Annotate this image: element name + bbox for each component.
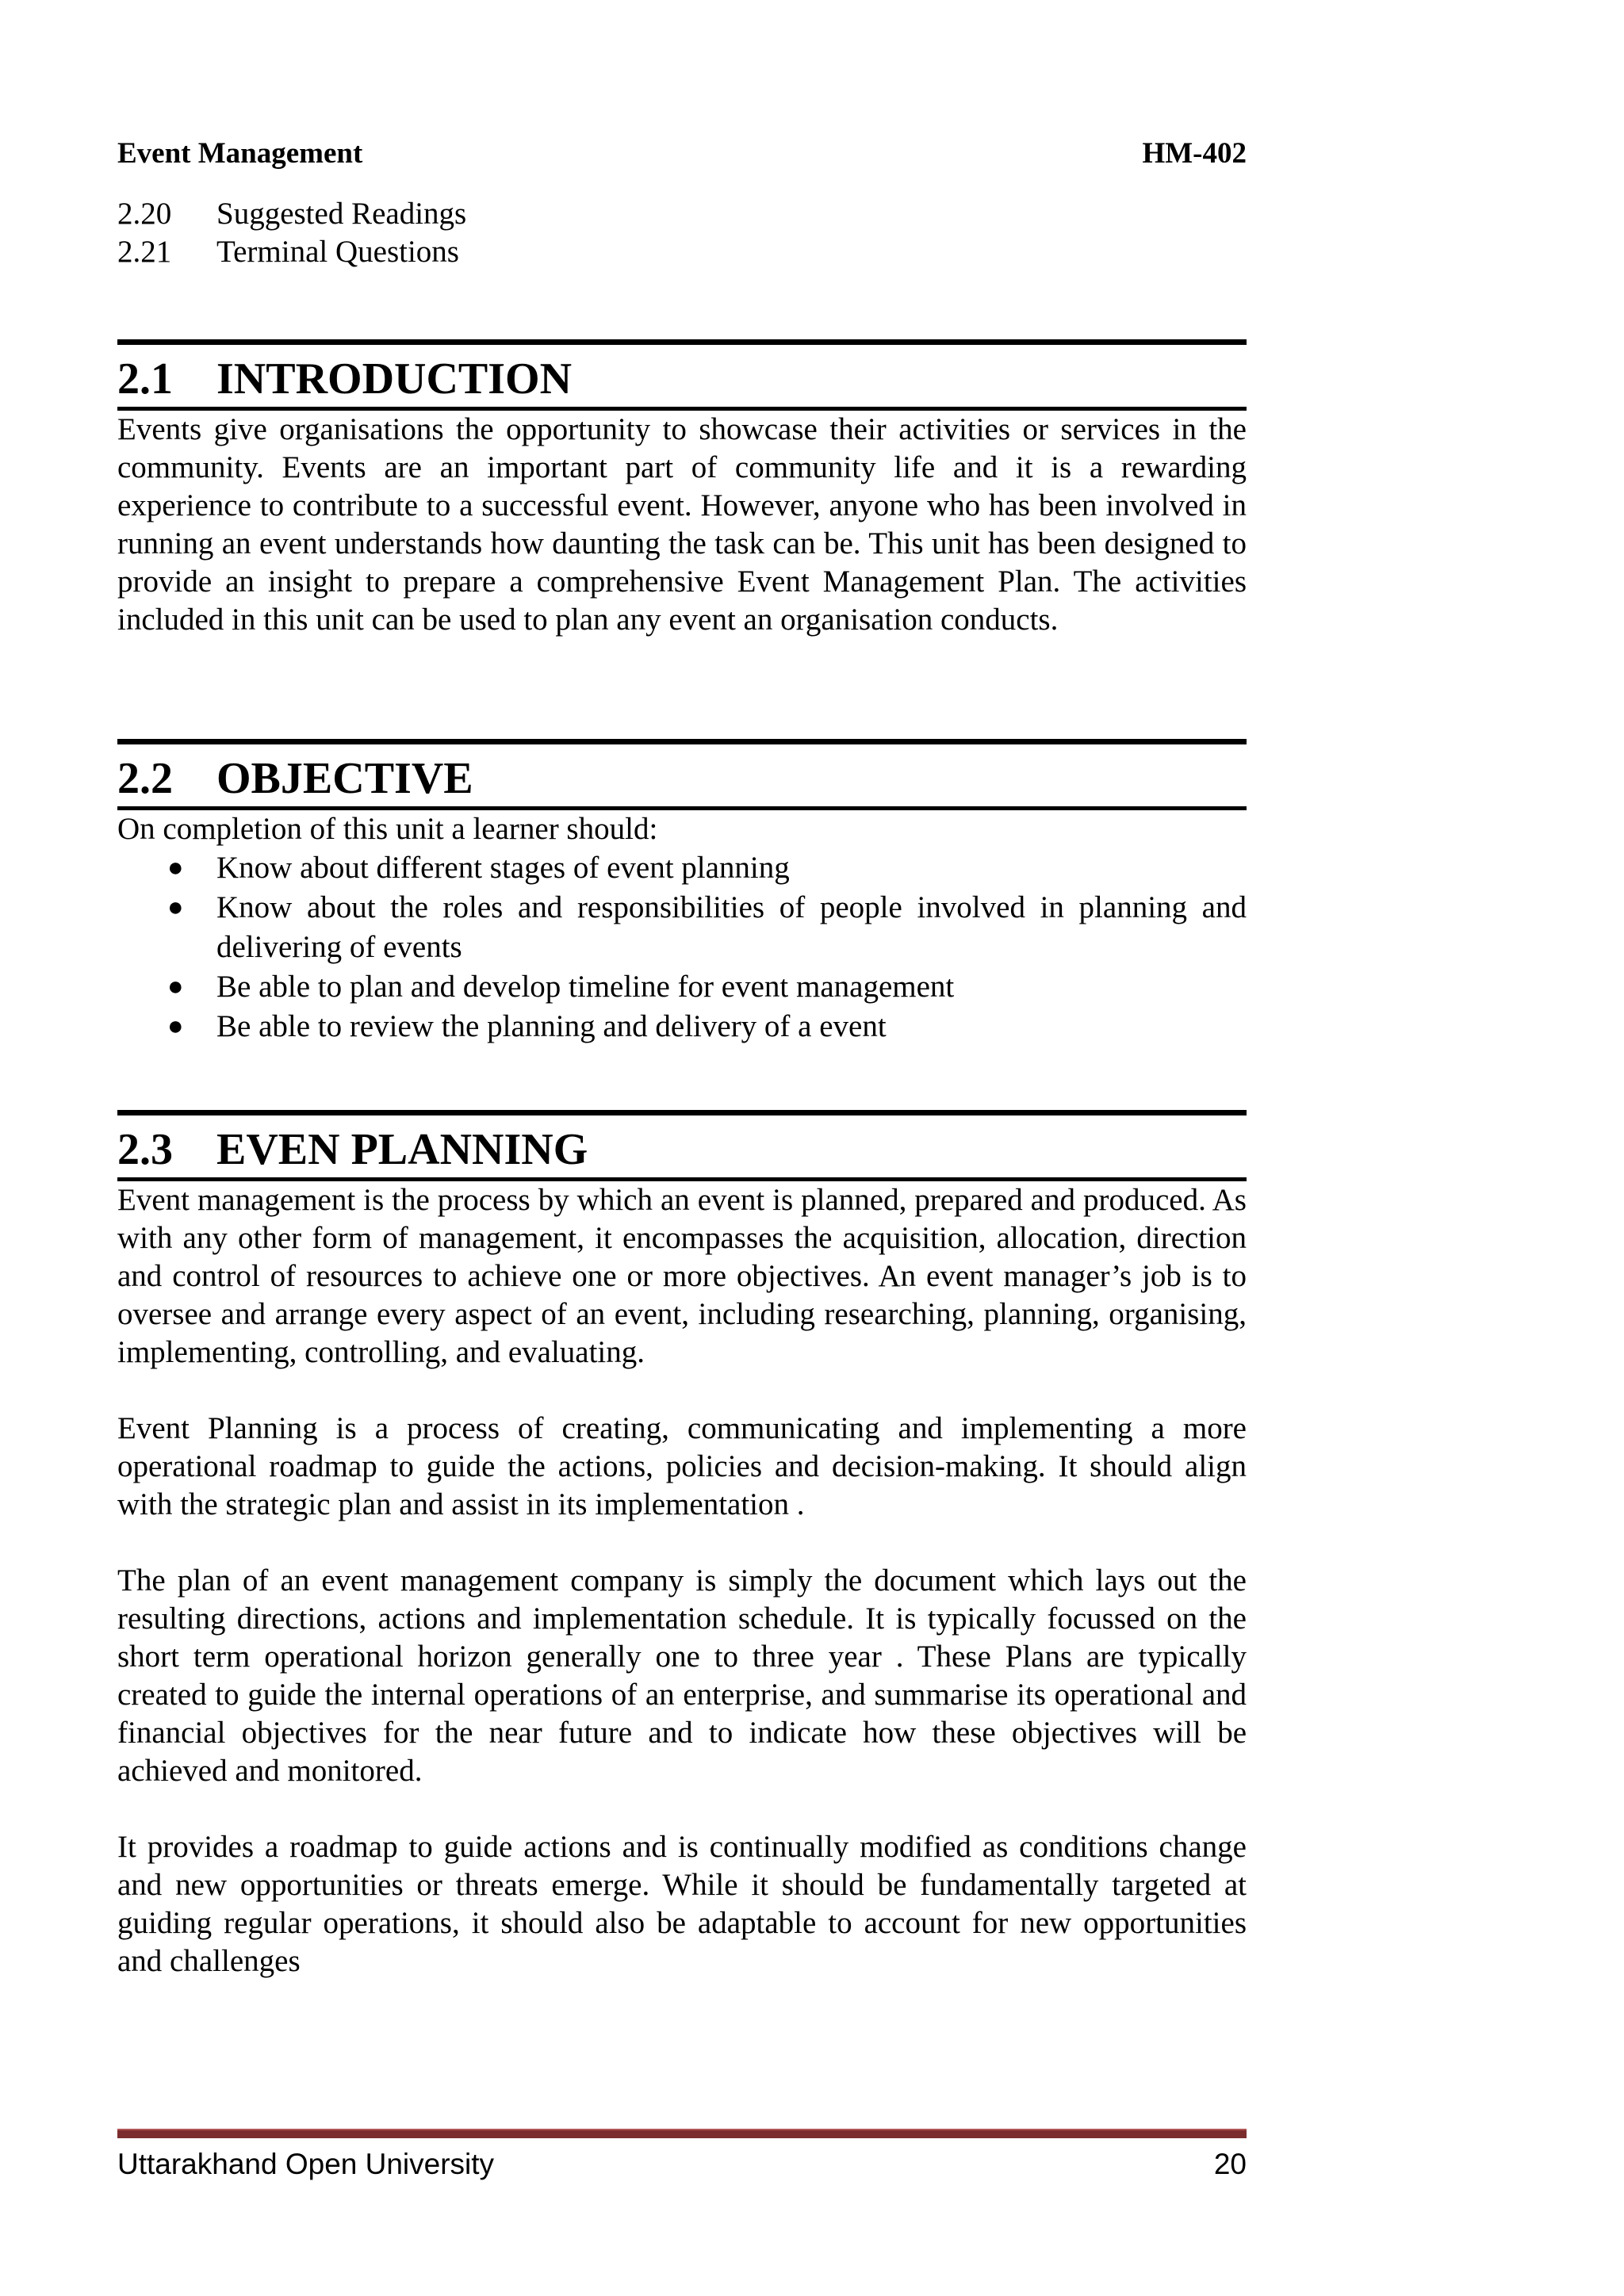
footer-institution: Uttarakhand Open University (117, 2148, 495, 2180)
page-number: 20 (1213, 2148, 1247, 2180)
paragraph: Event management is the process by which an event is planned, prepared and produced. As with any other form of management, it encompasses the acquisition, allocation, direction and control of resources to achieve one or more objectives. An event manager’s job is to oversee and arrange every aspect of an event, including researching, planning, organising, implementing, controlling, and evaluating. (117, 1183, 1247, 1369)
section-title: EVEN PLANNING (216, 1125, 588, 1174)
section-heading (117, 739, 1247, 810)
section-event-planning (117, 1110, 1247, 1980)
bullet-icon: ● (167, 972, 184, 1001)
toc-entry (117, 233, 1247, 271)
list-item: ● Be able to review the planning and delivery of a event (216, 1007, 1247, 1047)
section-title: INTRODUCTION (216, 354, 573, 404)
bullet-icon: ● (167, 893, 184, 922)
section-objective (117, 739, 1247, 1047)
section-heading (117, 1110, 1247, 1181)
toc-entry (117, 195, 1247, 233)
toc-continuation (117, 195, 1247, 271)
objective-list (117, 848, 1247, 1047)
toc-entry-label: Terminal Questions (216, 235, 459, 269)
section-number: 2.1 (117, 354, 173, 404)
course-code: HM-402 (1142, 137, 1247, 170)
footer-rule (117, 2129, 1247, 2138)
section-number: 2.2 (117, 754, 173, 803)
paragraph: The plan of an event management company is simply the document which lays out the resulting directions, actions and implementation schedule. It is typically focussed on the short term operational horizon generally one to three year . These Plans are typically created to guide the internal operations of an enterprise, and summarise its operational and financial objectives for the near future and to indicate how these objectives will be achieved and monitored. (117, 1563, 1247, 1788)
toc-entry-label: Suggested Readings (216, 197, 467, 231)
list-item: ● Know about different stages of event planning (216, 848, 1247, 888)
paragraph: Event Planning is a process of creating, communicating and implementing a more operational roadmap to guide the actions, policies and decision-making. It should align with the strategic plan and assist in its implementation . (117, 1411, 1247, 1521)
bullet-icon: ● (167, 853, 184, 882)
section-number: 2.3 (117, 1125, 173, 1174)
section-title: OBJECTIVE (216, 754, 473, 803)
objective-lead: On completion of this unit a learner should: (117, 812, 658, 846)
section-introduction (117, 339, 1247, 639)
list-item: ● Know about the roles and responsibilities of people involved in planning and delivering of events (216, 888, 1247, 967)
list-item: ● Be able to plan and develop timeline for event management (216, 967, 1247, 1007)
section-heading (117, 339, 1247, 411)
paragraph: Events give organisations the opportunity to showcase their activities or services in the community. Events are an important part of community life and it is a rewarding experience to contribute to a successful event. However, anyone who has been involved in running an event understands how daunting the task can be. This unit has been designed to provide an insight to prepare a comprehensive Event Management Plan. The activities included in this unit can be used to plan any event an organisation conducts. (117, 412, 1247, 637)
page-footer (117, 2147, 1247, 2182)
toc-entry-number: 2.21 (117, 235, 172, 269)
running-header (117, 136, 1247, 171)
course-title: Event Management (117, 137, 363, 170)
bullet-icon: ● (167, 1012, 184, 1041)
toc-entry-number: 2.20 (117, 197, 172, 231)
document-page (117, 0, 1247, 2296)
paragraph: It provides a roadmap to guide actions and is continually modified as conditions change and new opportunities or threats emerge. While it should be fundamentally targeted at guiding regular operations, it should also be adaptable to account for new opportunities and challenges (117, 1830, 1247, 1978)
